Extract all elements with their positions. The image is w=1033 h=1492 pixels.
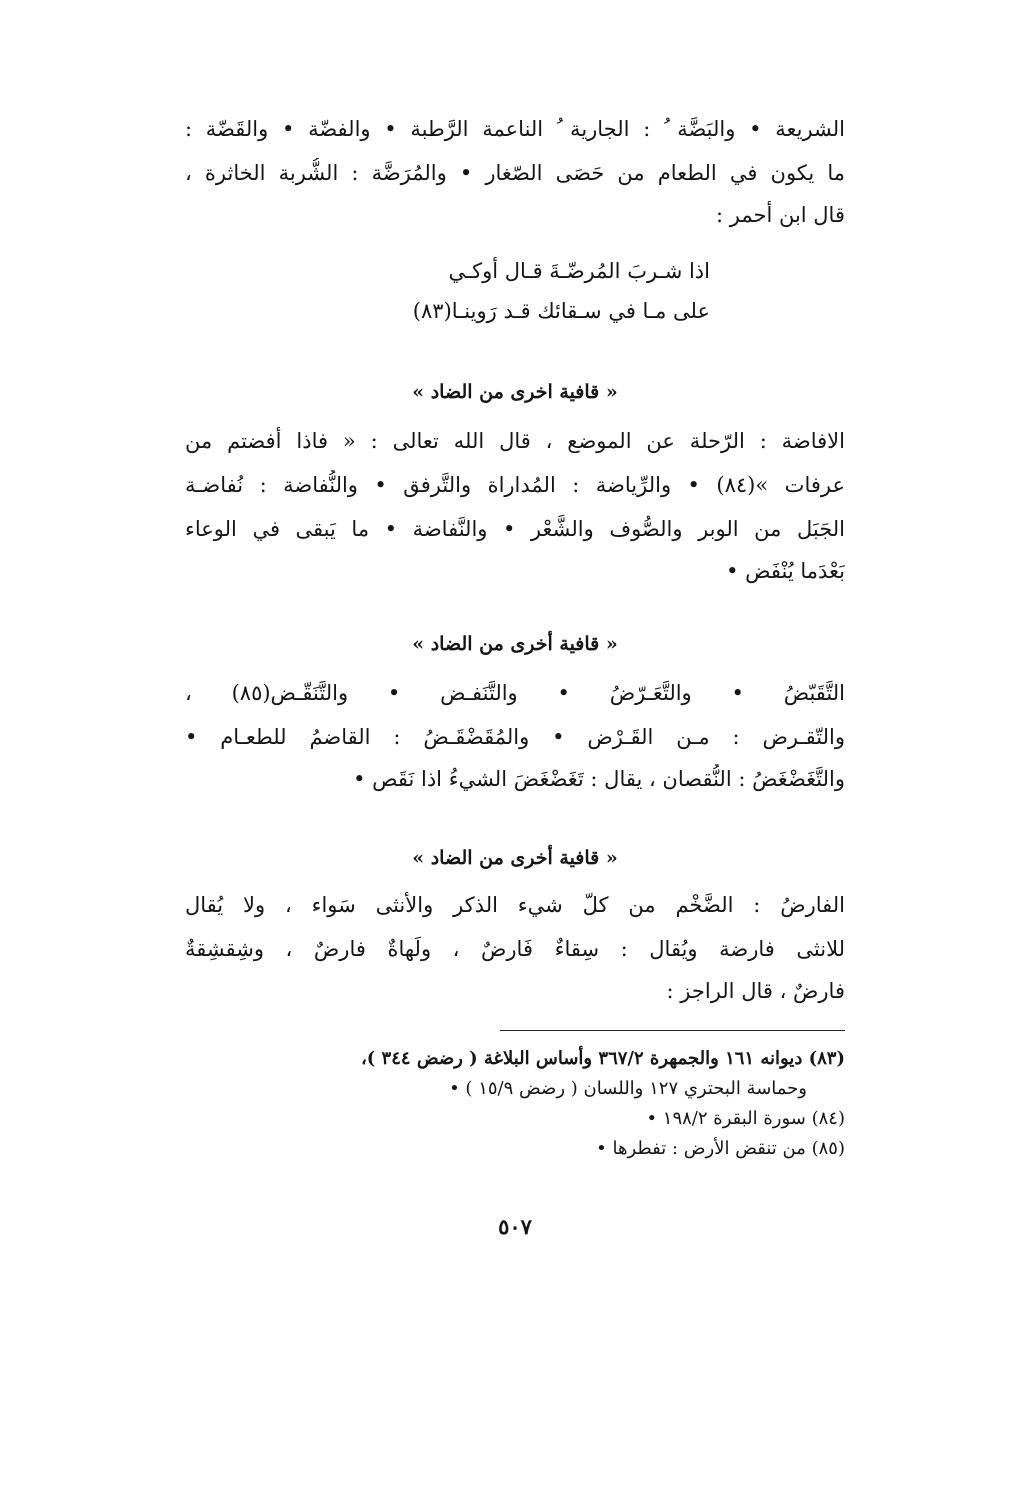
section-heading: « قافية اخرى من الضاد » — [412, 381, 618, 403]
book-page — [185, 100, 845, 1280]
text-line: فارضٌ ، قال الراجز : — [666, 979, 845, 1003]
text-line: للانثى فارضة ويُقال : سِقاءٌ فَارضٌ ، ولَهاةٌ فارضٌ ، وشِقشِقةٌ — [185, 937, 845, 961]
text-line: الفارضُ : الضَّخْم من كلّ شيء الذكر والأنثى سَواء ، ولا يُقال — [185, 893, 845, 917]
text-line: عرفات »(٨٤) • والرِّياضة : المُداراة والتَّرفق • والنُّفاضة : نُفاضـة — [185, 473, 845, 497]
text-line: ما يكون في الطعام من حَصَى الصّغار • والمُرَضَّة : الشُّربة الخاثرة ، — [185, 161, 845, 185]
footnote: وحماسة البحتري ١٢٧ واللسان ( رضض ١٥/٩ ) • — [449, 1078, 807, 1099]
text-line: والتّقـرض : مـن القَـرْض • والمُقَضْقَـضُ : القاضمُ للطعـام • — [185, 725, 845, 749]
footnote: (٨٣) ديوانه ١٦١ والجمهرة ٣٦٧/٢ وأساس البلاغة ( رضض ٣٤٤ )، — [360, 1048, 845, 1069]
text-line: الافاضة : الرّحلة عن الموضع ، قال الله تعالى : « فاذا أفضتم من — [185, 429, 845, 453]
verse-line: اذا شـربَ المُرضّـةَ قـال أوكـي — [448, 259, 710, 283]
page-number: ٥٠٧ — [498, 1214, 532, 1239]
section-heading: « قافية أخرى من الضاد » — [412, 633, 618, 655]
section-heading: « قافية أخرى من الضاد » — [412, 847, 618, 869]
text-line: قال ابن أحمر : — [715, 203, 845, 227]
text-line: الجَبَل من الوبر والصُّوف والشَّعْر • والنَّفاضة • ما يَبقى في الوعاء — [185, 517, 845, 541]
text-line: والتَّغَضْغَضُ : النُّقصان ، يقال : تَغَضْغَضَ الشيءُ اذا نَقَص • — [353, 767, 845, 791]
text-line: التَّقَبّضُ • والتَّعَـرّضُ • والتَّنَفـض • والتَّنَقّـض(٨٥) ، — [185, 681, 845, 705]
footnote: (٨٤) سورة البقرة ١٩٨/٢ • — [646, 1108, 845, 1129]
footnote-separator — [500, 1030, 845, 1031]
verse-line: على مـا في سـقائك قـد رَوينـا(٨٣) — [412, 299, 710, 323]
footnote: (٨٥) من تنقض الأرض : تفطرها • — [596, 1138, 845, 1159]
text-line: الشريعة • والبَضَّة ُ : الجارية ُ الناعمة الرَّطبة • والفضّة • والقَضّة : — [185, 117, 845, 141]
text-line: بَعْدَما يُنْفَض • — [726, 559, 845, 583]
